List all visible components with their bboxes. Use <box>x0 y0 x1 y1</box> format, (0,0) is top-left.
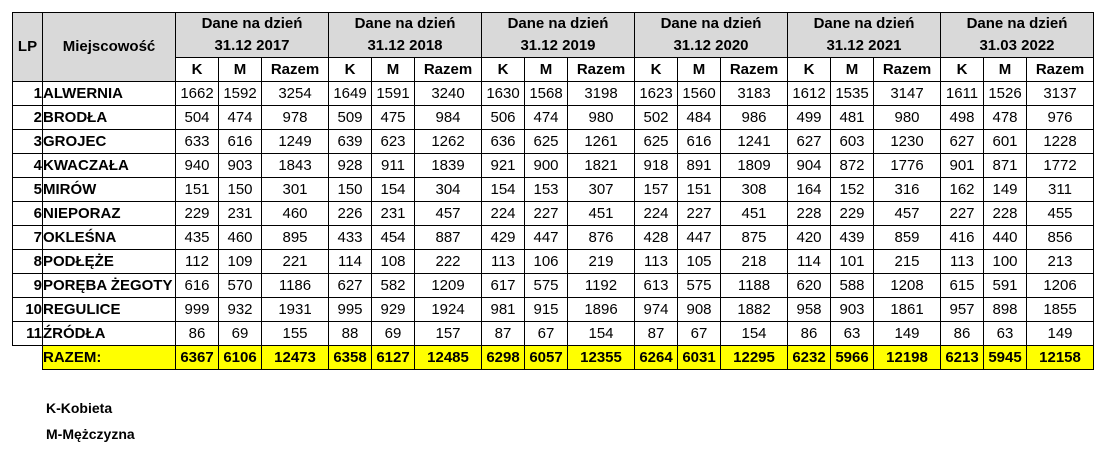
table-body <box>13 82 1094 370</box>
row-value: 1623 <box>635 82 678 106</box>
row-value: 478 <box>984 106 1027 130</box>
row-value: 616 <box>176 274 219 298</box>
row-value: 153 <box>525 178 568 202</box>
row-value: 915 <box>525 298 568 322</box>
row-value: 1592 <box>219 82 262 106</box>
row-value: 224 <box>482 202 525 226</box>
row-value: 986 <box>721 106 788 130</box>
row-value: 229 <box>831 202 874 226</box>
row-value: 231 <box>219 202 262 226</box>
table-row <box>13 322 1094 346</box>
row-value: 114 <box>788 250 831 274</box>
row-value: 932 <box>219 298 262 322</box>
table-row <box>13 178 1094 202</box>
row-value: 213 <box>1027 250 1094 274</box>
row-value: 114 <box>329 250 372 274</box>
row-value: 155 <box>262 322 329 346</box>
row-lp: 9 <box>13 274 43 298</box>
row-value: 928 <box>329 154 372 178</box>
period-label: Dane na dzień <box>966 15 1068 32</box>
subheader-m: M <box>831 58 874 82</box>
row-place: BRODŁA <box>43 106 176 130</box>
row-value: 86 <box>788 322 831 346</box>
table-row <box>13 298 1094 322</box>
row-value: 435 <box>176 226 219 250</box>
header-period-5 <box>941 13 1094 58</box>
row-value: 504 <box>176 106 219 130</box>
row-value: 228 <box>788 202 831 226</box>
row-value: 875 <box>721 226 788 250</box>
row-value: 451 <box>721 202 788 226</box>
row-value: 69 <box>372 322 415 346</box>
row-value: 162 <box>941 178 984 202</box>
row-value: 1882 <box>721 298 788 322</box>
row-value: 1662 <box>176 82 219 106</box>
total-value: 6031 <box>678 346 721 370</box>
legend-m: M-Mężczyzna <box>46 426 135 442</box>
row-value: 86 <box>941 322 984 346</box>
row-value: 958 <box>788 298 831 322</box>
row-value: 1192 <box>568 274 635 298</box>
row-lp: 5 <box>13 178 43 202</box>
subheader-m: M <box>372 58 415 82</box>
row-value: 150 <box>329 178 372 202</box>
row-lp: 10 <box>13 298 43 322</box>
row-value: 575 <box>525 274 568 298</box>
period-label: Dane na dzień <box>660 15 762 32</box>
row-value: 904 <box>788 154 831 178</box>
row-value: 154 <box>721 322 788 346</box>
row-value: 929 <box>372 298 415 322</box>
total-value: 12485 <box>415 346 482 370</box>
row-value: 3147 <box>874 82 941 106</box>
row-value: 1612 <box>788 82 831 106</box>
row-value: 895 <box>262 226 329 250</box>
row-value: 3198 <box>568 82 635 106</box>
row-value: 570 <box>219 274 262 298</box>
row-value: 616 <box>678 130 721 154</box>
row-value: 151 <box>678 178 721 202</box>
row-value: 625 <box>525 130 568 154</box>
row-value: 1843 <box>262 154 329 178</box>
row-value: 898 <box>984 298 1027 322</box>
period-date: 31.12 2021 <box>826 37 902 54</box>
row-value: 308 <box>721 178 788 202</box>
row-place: NIEPORAZ <box>43 202 176 226</box>
row-value: 106 <box>525 250 568 274</box>
row-place: MIRÓW <box>43 178 176 202</box>
table-row <box>13 106 1094 130</box>
row-value: 616 <box>219 130 262 154</box>
row-value: 224 <box>635 202 678 226</box>
row-value: 311 <box>1027 178 1094 202</box>
row-value: 1630 <box>482 82 525 106</box>
subheader-razem: Razem <box>568 58 635 82</box>
header-period-1 <box>329 13 482 58</box>
total-value: 6106 <box>219 346 262 370</box>
row-value: 1208 <box>874 274 941 298</box>
row-value: 457 <box>874 202 941 226</box>
row-value: 231 <box>372 202 415 226</box>
header-period-0 <box>176 13 329 58</box>
row-value: 588 <box>831 274 874 298</box>
row-value: 227 <box>525 202 568 226</box>
table-row <box>13 250 1094 274</box>
row-value: 475 <box>372 106 415 130</box>
row-place: ALWERNIA <box>43 82 176 106</box>
table-row <box>13 130 1094 154</box>
row-value: 307 <box>568 178 635 202</box>
period-date: 31.12 2017 <box>214 37 290 54</box>
row-value: 440 <box>984 226 1027 250</box>
row-value: 903 <box>219 154 262 178</box>
header-lp: LP <box>13 13 43 82</box>
row-value: 617 <box>482 274 525 298</box>
row-lp: 2 <box>13 106 43 130</box>
subheader-m: M <box>984 58 1027 82</box>
subheader-k: K <box>329 58 372 82</box>
row-value: 1772 <box>1027 154 1094 178</box>
row-value: 1568 <box>525 82 568 106</box>
row-value: 149 <box>984 178 1027 202</box>
total-value: 6264 <box>635 346 678 370</box>
subheader-razem: Razem <box>415 58 482 82</box>
total-label: RAZEM: <box>43 346 176 370</box>
row-value: 627 <box>329 274 372 298</box>
subheader-m: M <box>525 58 568 82</box>
row-value: 447 <box>525 226 568 250</box>
row-value: 150 <box>219 178 262 202</box>
row-value: 154 <box>568 322 635 346</box>
row-value: 1931 <box>262 298 329 322</box>
row-value: 887 <box>415 226 482 250</box>
row-value: 1209 <box>415 274 482 298</box>
row-value: 976 <box>1027 106 1094 130</box>
total-value: 6213 <box>941 346 984 370</box>
row-place: PODŁĘŻE <box>43 250 176 274</box>
total-row <box>13 346 1094 370</box>
row-value: 1611 <box>941 82 984 106</box>
row-lp: 8 <box>13 250 43 274</box>
row-place: REGULICE <box>43 298 176 322</box>
row-value: 1206 <box>1027 274 1094 298</box>
row-value: 316 <box>874 178 941 202</box>
row-value: 1809 <box>721 154 788 178</box>
row-value: 1649 <box>329 82 372 106</box>
legend-k: K-Kobieta <box>46 400 113 416</box>
row-value: 69 <box>219 322 262 346</box>
row-value: 460 <box>219 226 262 250</box>
row-value: 474 <box>219 106 262 130</box>
total-value: 6127 <box>372 346 415 370</box>
row-value: 108 <box>372 250 415 274</box>
row-value: 625 <box>635 130 678 154</box>
row-value: 112 <box>176 250 219 274</box>
period-date: 31.12 2019 <box>520 37 596 54</box>
total-value: 5966 <box>831 346 874 370</box>
row-value: 957 <box>941 298 984 322</box>
row-value: 113 <box>635 250 678 274</box>
row-value: 149 <box>1027 322 1094 346</box>
row-value: 439 <box>831 226 874 250</box>
total-value: 12198 <box>874 346 941 370</box>
row-value: 940 <box>176 154 219 178</box>
row-value: 63 <box>984 322 1027 346</box>
row-value: 100 <box>984 250 1027 274</box>
total-value: 6232 <box>788 346 831 370</box>
row-value: 633 <box>176 130 219 154</box>
row-value: 152 <box>831 178 874 202</box>
row-value: 227 <box>941 202 984 226</box>
row-lp: 6 <box>13 202 43 226</box>
row-value: 984 <box>415 106 482 130</box>
row-value: 157 <box>415 322 482 346</box>
subheader-m: M <box>219 58 262 82</box>
subheader-k: K <box>635 58 678 82</box>
subheader-k: K <box>941 58 984 82</box>
subheader-m: M <box>678 58 721 82</box>
row-value: 1261 <box>568 130 635 154</box>
period-date: 31.12 2020 <box>673 37 749 54</box>
table-header <box>13 13 1094 82</box>
row-value: 627 <box>788 130 831 154</box>
row-value: 627 <box>941 130 984 154</box>
row-value: 876 <box>568 226 635 250</box>
row-value: 87 <box>635 322 678 346</box>
total-blank <box>13 346 43 370</box>
row-value: 980 <box>874 106 941 130</box>
row-value: 1776 <box>874 154 941 178</box>
header-row-periods <box>13 13 1094 58</box>
subheader-razem: Razem <box>721 58 788 82</box>
row-value: 219 <box>568 250 635 274</box>
row-value: 601 <box>984 130 1027 154</box>
row-value: 856 <box>1027 226 1094 250</box>
row-value: 416 <box>941 226 984 250</box>
row-value: 164 <box>788 178 831 202</box>
row-value: 623 <box>372 130 415 154</box>
row-value: 1188 <box>721 274 788 298</box>
row-value: 109 <box>219 250 262 274</box>
row-value: 1861 <box>874 298 941 322</box>
row-value: 105 <box>678 250 721 274</box>
subheader-k: K <box>482 58 525 82</box>
row-place: PORĘBA ŻEGOTY <box>43 274 176 298</box>
row-value: 582 <box>372 274 415 298</box>
period-label: Dane na dzień <box>354 15 456 32</box>
subheader-k: K <box>788 58 831 82</box>
row-value: 455 <box>1027 202 1094 226</box>
total-value: 6057 <box>525 346 568 370</box>
row-value: 227 <box>678 202 721 226</box>
row-value: 451 <box>568 202 635 226</box>
row-value: 151 <box>176 178 219 202</box>
row-value: 1230 <box>874 130 941 154</box>
row-place: OKLEŚNA <box>43 226 176 250</box>
row-value: 215 <box>874 250 941 274</box>
row-value: 613 <box>635 274 678 298</box>
row-value: 218 <box>721 250 788 274</box>
row-value: 221 <box>262 250 329 274</box>
row-value: 921 <box>482 154 525 178</box>
subheader-k: K <box>176 58 219 82</box>
table-row <box>13 82 1094 106</box>
row-value: 101 <box>831 250 874 274</box>
row-value: 1241 <box>721 130 788 154</box>
row-value: 901 <box>941 154 984 178</box>
row-value: 908 <box>678 298 721 322</box>
row-value: 113 <box>941 250 984 274</box>
row-value: 1896 <box>568 298 635 322</box>
subheader-razem: Razem <box>874 58 941 82</box>
row-value: 454 <box>372 226 415 250</box>
row-value: 1249 <box>262 130 329 154</box>
row-value: 509 <box>329 106 372 130</box>
row-value: 113 <box>482 250 525 274</box>
row-value: 1591 <box>372 82 415 106</box>
row-value: 498 <box>941 106 984 130</box>
row-value: 575 <box>678 274 721 298</box>
row-value: 457 <box>415 202 482 226</box>
header-period-3 <box>635 13 788 58</box>
row-value: 481 <box>831 106 874 130</box>
row-value: 87 <box>482 322 525 346</box>
row-lp: 11 <box>13 322 43 346</box>
row-value: 871 <box>984 154 1027 178</box>
row-value: 872 <box>831 154 874 178</box>
row-value: 974 <box>635 298 678 322</box>
row-value: 1821 <box>568 154 635 178</box>
row-value: 591 <box>984 274 1027 298</box>
row-place: KWACZAŁA <box>43 154 176 178</box>
period-date: 31.03 2022 <box>979 37 1055 54</box>
row-value: 88 <box>329 322 372 346</box>
row-value: 1535 <box>831 82 874 106</box>
total-value: 6367 <box>176 346 219 370</box>
total-value: 5945 <box>984 346 1027 370</box>
row-value: 859 <box>874 226 941 250</box>
row-value: 1262 <box>415 130 482 154</box>
row-value: 429 <box>482 226 525 250</box>
row-value: 154 <box>372 178 415 202</box>
row-value: 918 <box>635 154 678 178</box>
total-value: 12355 <box>568 346 635 370</box>
row-value: 474 <box>525 106 568 130</box>
total-value: 12158 <box>1027 346 1094 370</box>
row-lp: 4 <box>13 154 43 178</box>
row-value: 603 <box>831 130 874 154</box>
row-value: 891 <box>678 154 721 178</box>
row-value: 63 <box>831 322 874 346</box>
row-value: 154 <box>482 178 525 202</box>
subheader-razem: Razem <box>1027 58 1094 82</box>
row-value: 911 <box>372 154 415 178</box>
row-value: 1855 <box>1027 298 1094 322</box>
row-value: 3137 <box>1027 82 1094 106</box>
row-value: 1526 <box>984 82 1027 106</box>
row-value: 460 <box>262 202 329 226</box>
row-value: 502 <box>635 106 678 130</box>
row-value: 228 <box>984 202 1027 226</box>
row-value: 1839 <box>415 154 482 178</box>
row-value: 3183 <box>721 82 788 106</box>
subheader-razem: Razem <box>262 58 329 82</box>
total-value: 12473 <box>262 346 329 370</box>
row-place: ŹRÓDŁA <box>43 322 176 346</box>
row-value: 981 <box>482 298 525 322</box>
total-value: 6298 <box>482 346 525 370</box>
row-value: 149 <box>874 322 941 346</box>
row-lp: 1 <box>13 82 43 106</box>
row-value: 1924 <box>415 298 482 322</box>
row-value: 420 <box>788 226 831 250</box>
row-value: 222 <box>415 250 482 274</box>
header-period-2 <box>482 13 635 58</box>
row-value: 3240 <box>415 82 482 106</box>
row-value: 903 <box>831 298 874 322</box>
row-value: 1228 <box>1027 130 1094 154</box>
row-value: 229 <box>176 202 219 226</box>
row-lp: 3 <box>13 130 43 154</box>
row-value: 3254 <box>262 82 329 106</box>
row-value: 900 <box>525 154 568 178</box>
row-value: 67 <box>525 322 568 346</box>
row-value: 980 <box>568 106 635 130</box>
row-value: 999 <box>176 298 219 322</box>
row-value: 447 <box>678 226 721 250</box>
row-value: 639 <box>329 130 372 154</box>
table-row <box>13 202 1094 226</box>
row-value: 226 <box>329 202 372 226</box>
total-value: 6358 <box>329 346 372 370</box>
row-place: GROJEC <box>43 130 176 154</box>
header-period-4 <box>788 13 941 58</box>
table-row <box>13 274 1094 298</box>
period-label: Dane na dzień <box>507 15 609 32</box>
row-value: 484 <box>678 106 721 130</box>
row-value: 506 <box>482 106 525 130</box>
row-value: 67 <box>678 322 721 346</box>
period-date: 31.12 2018 <box>367 37 443 54</box>
row-value: 86 <box>176 322 219 346</box>
header-row-subheaders <box>13 58 1094 82</box>
table-row <box>13 154 1094 178</box>
row-value: 620 <box>788 274 831 298</box>
row-value: 499 <box>788 106 831 130</box>
period-label: Dane na dzień <box>201 15 303 32</box>
row-value: 1560 <box>678 82 721 106</box>
header-place: Miejscowość <box>43 13 176 82</box>
row-value: 428 <box>635 226 678 250</box>
period-label: Dane na dzień <box>813 15 915 32</box>
row-value: 304 <box>415 178 482 202</box>
row-value: 615 <box>941 274 984 298</box>
row-value: 1186 <box>262 274 329 298</box>
row-value: 433 <box>329 226 372 250</box>
row-value: 978 <box>262 106 329 130</box>
table-row <box>13 226 1094 250</box>
row-value: 157 <box>635 178 678 202</box>
row-value: 636 <box>482 130 525 154</box>
total-value: 12295 <box>721 346 788 370</box>
row-lp: 7 <box>13 226 43 250</box>
population-table <box>12 12 1094 370</box>
row-value: 995 <box>329 298 372 322</box>
row-value: 301 <box>262 178 329 202</box>
